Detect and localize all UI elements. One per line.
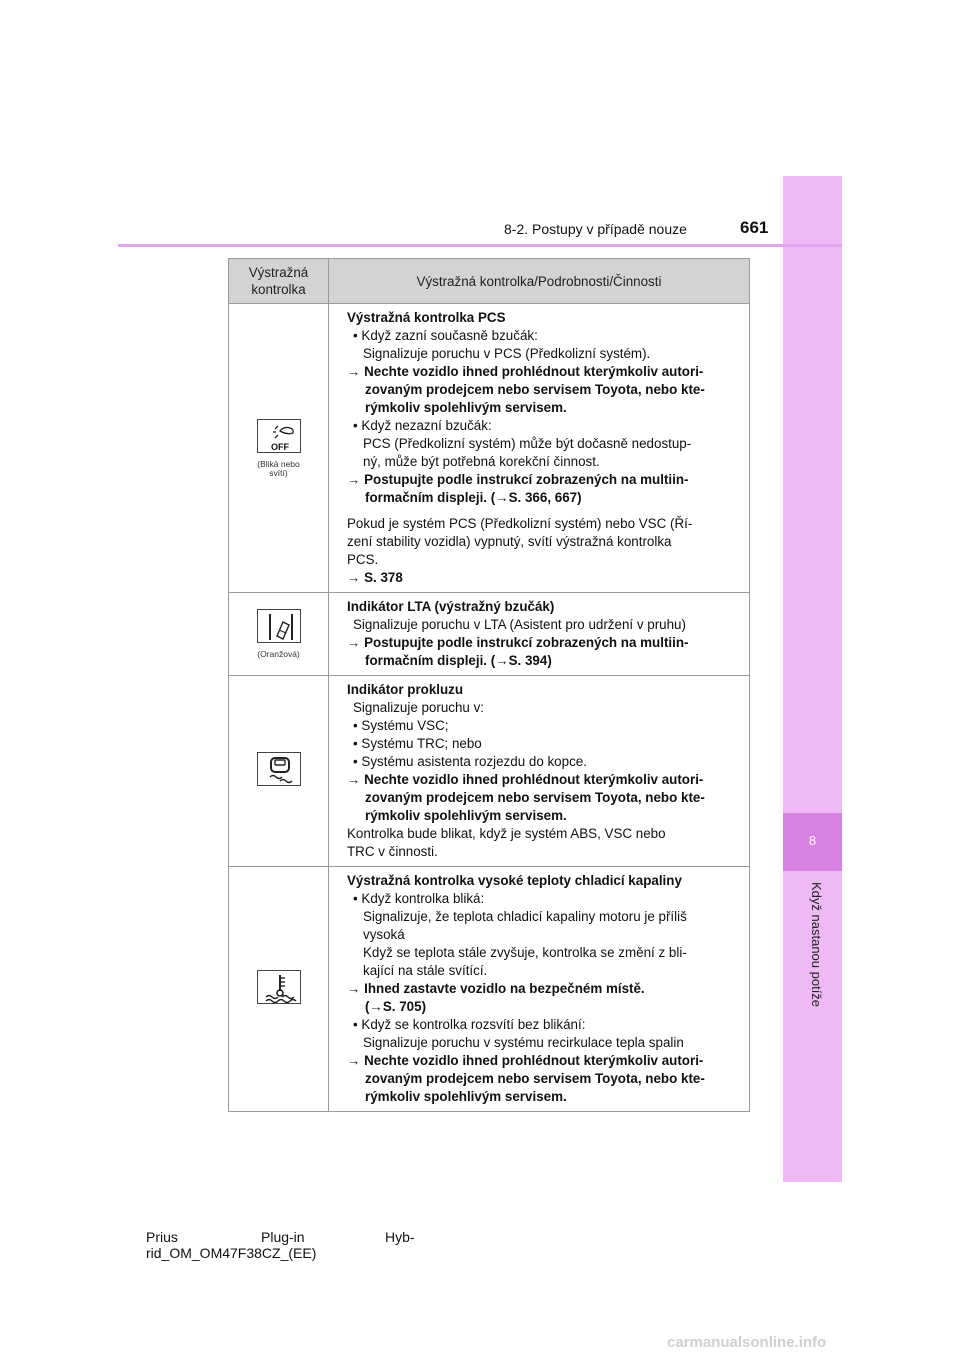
bullet-text: Když se teplota stále zvyšuje, kontrolka se změní z bli- [363,945,687,960]
bullet-text: kající na stále svítící. [363,963,488,978]
description-cell [329,593,750,676]
action-text: → Postupujte podle instrukcí zobrazených na multiin- [347,472,689,487]
table-row [229,593,750,676]
action-text: zovaným prodejcem nebo servisem Toyota, nebo kte- [365,790,705,805]
footer-model: Prius [146,1229,178,1245]
watermark: carmanualsonline.info [667,1334,827,1351]
bullet: • Když zazní současně bzučák: [353,328,538,343]
svg-text:OFF: OFF [270,441,289,452]
icon-cell [229,676,329,867]
footer-document-code: rid_OM_OM47F38CZ_(EE) [146,1245,317,1261]
paragraph-text: Pokud je systém PCS (Předkolizní systém) nebo VSC (Ří- [347,516,693,531]
action-text: → Nechte vozidlo ihned prohlédnout kterýmkoliv autori- [347,772,704,787]
action-text: → Postupujte podle instrukcí zobrazených na multiin- [347,635,689,650]
icon-cell [229,304,329,593]
coolant-temperature-icon [257,970,301,1004]
page-number: 661 [740,218,769,237]
bullet: • Když kontrolka bliká: [353,891,485,906]
row-title: Indikátor LTA (výstražný bzučák) [347,599,555,614]
description-text: TRC v činnosti. [347,844,438,859]
chapter-number: 8 [808,833,817,848]
icon-note: (Bliká nebo svítí) [257,458,300,478]
bullet-text: vysoká [363,927,405,942]
table-header-row [229,259,750,304]
chapter-number-tab[interactable] [783,813,842,871]
row-title: Výstražná kontrolka vysoké teploty chladicí kapaliny [347,873,682,888]
page-reference[interactable]: formačním displeji. (→S. 366, 667) [365,490,582,505]
row-title: Výstražná kontrolka PCS [347,310,506,325]
column-header-light: Výstražná kontrolka [229,259,329,304]
table-row [229,304,750,593]
action-text: rýmkoliv spolehlivým servisem. [365,1089,567,1104]
bullet: • Systému VSC; [353,718,449,733]
table-row [229,676,750,867]
icon-cell [229,867,329,1112]
description-text: Signalizuje poruchu v: [353,700,485,715]
description-cell [329,676,750,867]
action-text: rýmkoliv spolehlivým servisem. [365,400,567,415]
action-text: zovaným prodejcem nebo servisem Toyota, nebo kte- [365,382,705,397]
bullet: • Systému asistenta rozjezdu do kopce. [353,754,587,769]
page-reference[interactable]: (→S. 705) [365,999,427,1014]
icon-note: (Oranžová) [257,649,300,659]
action-text: zovaným prodejcem nebo servisem Toyota, nebo kte- [365,1071,705,1086]
description-cell [329,867,750,1112]
chapter-label: Když nastanou potíže [809,882,824,1008]
footer-model-hybrid: Hyb- [385,1229,415,1245]
row-title: Indikátor prokluzu [347,682,464,697]
bullet-text: ný, může být potřebná korekční činnost. [363,454,600,469]
table-row [229,867,750,1112]
description-text: Kontrolka bude blikat, když je systém ABS, VSC nebo [347,826,666,841]
action-text: → Nechte vozidlo ihned prohlédnout kterýmkoliv autori- [347,364,704,379]
bullet-text: PCS (Předkolizní systém) může být dočasně nedostup- [363,436,692,451]
action-text: → Ihned zastavte vozidlo na bezpečném místě. [347,981,645,996]
lta-icon [257,609,301,643]
bullet: • Když nezazní bzučák: [353,418,492,433]
header-divider [118,244,842,247]
pcs-off-icon [257,419,301,453]
paragraph-text: PCS. [347,552,379,567]
icon-cell [229,593,329,676]
column-header-details: Výstražná kontrolka/Podrobnosti/Činnosti [329,259,750,304]
bullet-text: Signalizuje poruchu v systému recirkulace tepla spalin [363,1035,684,1050]
action-text: → Nechte vozidlo ihned prohlédnout kterýmkoliv autori- [347,1053,704,1068]
bullet-text: Signalizuje, že teplota chladicí kapaliny motoru je příliš [363,909,687,924]
footer-model-plugin: Plug-in [261,1229,305,1245]
bullet-text: Signalizuje poruchu v PCS (Předkolizní systém). [363,346,651,361]
paragraph-text: zení stability vozidla) vypnutý, svítí výstražná kontrolka [347,534,672,549]
bullet: • Systému TRC; nebo [353,736,482,751]
page-reference[interactable]: formačním displeji. (→S. 394) [365,653,552,668]
action-text: rýmkoliv spolehlivým servisem. [365,808,567,823]
bullet: • Když se kontrolka rozsvítí bez blikání: [353,1017,586,1032]
warning-lights-table [228,258,750,1112]
description-cell [329,304,750,593]
page-reference[interactable]: → S. 378 [347,570,403,585]
description-text: Signalizuje poruchu v LTA (Asistent pro udržení v pruhu) [353,617,686,632]
section-title: 8-2. Postupy v případě nouze [504,221,687,237]
slip-indicator-icon [257,752,301,786]
